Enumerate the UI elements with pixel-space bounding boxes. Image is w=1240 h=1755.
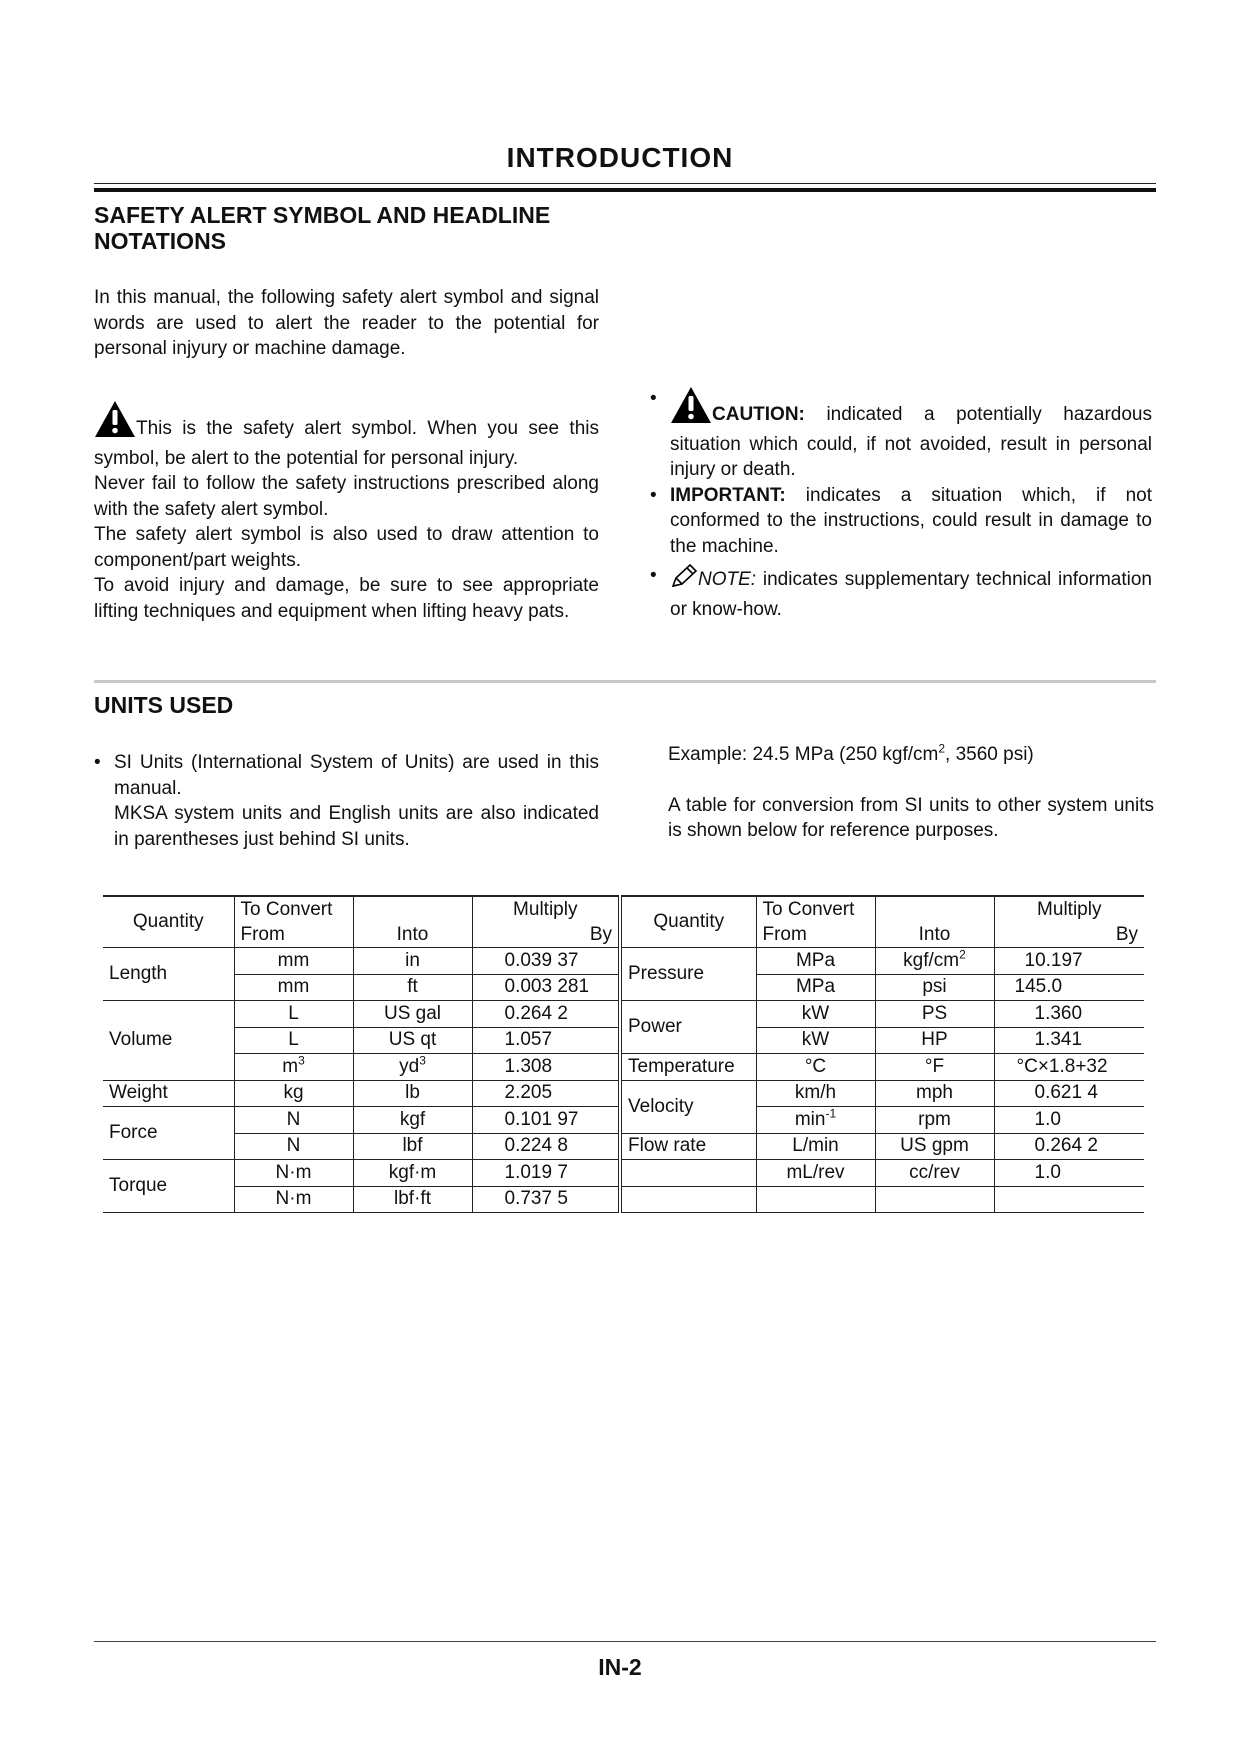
table-cell: N bbox=[234, 1107, 353, 1134]
table-cell: psi bbox=[875, 974, 994, 1001]
table-cell: mm bbox=[234, 974, 353, 1001]
table-cell: 145.0 bbox=[994, 974, 1144, 1001]
table-row bbox=[103, 1133, 1144, 1160]
units-si-bullet: • SI Units (International System of Units) are used in this manual. bbox=[94, 752, 599, 799]
table-cell: mL/rev bbox=[756, 1160, 875, 1187]
table-cell: mph bbox=[875, 1080, 994, 1107]
table-cell: km/h bbox=[756, 1080, 875, 1107]
units-mksa bbox=[94, 801, 599, 852]
safety-line-4: To avoid injury and damage, be sure to see appropriate lifting techniques and equipment when lifting heavy pats. bbox=[94, 575, 599, 622]
table-cell: 1.057 bbox=[472, 1027, 620, 1054]
safety-intro: In this manual, the following safety alert symbol and signal words are used to alert the reader to the potential for personal injyury or machine damage. bbox=[94, 287, 599, 359]
qty-velocity: Velocity bbox=[620, 1080, 756, 1133]
table-cell: 0.264 2 bbox=[472, 1001, 620, 1028]
note-text: indicates supplementary technical information or know-how. bbox=[670, 569, 1152, 620]
table-cell: cc/rev bbox=[875, 1160, 994, 1187]
table-cell: 1.019 7 bbox=[472, 1160, 620, 1187]
title-rule-thick bbox=[94, 188, 1156, 192]
header-into: Into bbox=[353, 896, 472, 948]
table-row bbox=[103, 1160, 1144, 1187]
table-cell: 1.341 bbox=[994, 1027, 1144, 1054]
table-cell: kW bbox=[756, 1001, 875, 1028]
page-title: INTRODUCTION bbox=[506, 142, 734, 173]
table-cell: US gpm bbox=[875, 1133, 994, 1160]
table-cell: US gal bbox=[353, 1001, 472, 1028]
qty-force: Force bbox=[103, 1107, 234, 1160]
table-cell: L bbox=[234, 1001, 353, 1028]
qty-torque: Torque bbox=[103, 1160, 234, 1213]
notation-note: • NOTE: indicates supplementary technical information or know-how. bbox=[650, 565, 1152, 620]
table-cell: MPa bbox=[756, 948, 875, 975]
units-si-text: SI Units (International System of Units) are used in this manual. bbox=[114, 752, 599, 799]
important-text: indicates a situation which, if not conformed to the instructions, could result in damage to the machine. bbox=[670, 484, 1152, 557]
table-cell: kg bbox=[234, 1080, 353, 1107]
header-quantity: Quantity bbox=[103, 896, 234, 948]
table-cell: 0.224 8 bbox=[472, 1133, 620, 1160]
table-row bbox=[103, 1054, 1144, 1081]
qty-flow-rate: Flow rate bbox=[620, 1133, 756, 1160]
table-cell: 0.003 281 bbox=[472, 974, 620, 1001]
header-from: To Convert From bbox=[234, 896, 353, 948]
table-cell bbox=[756, 1186, 875, 1213]
table-cell: kgf/$cm^2$ bbox=[875, 948, 994, 975]
notation-caution: • CAUTION: indicated a potentially hazardous situation which could, if not avoided, result in personal injury or death. bbox=[650, 388, 1152, 480]
table-cell: mm bbox=[234, 948, 353, 975]
qty-pressure: Pressure bbox=[620, 948, 756, 1001]
table-cell bbox=[875, 1186, 994, 1213]
table-cell: US qt bbox=[353, 1027, 472, 1054]
table-cell: PS bbox=[875, 1001, 994, 1028]
qty-temperature: Temperature bbox=[620, 1054, 756, 1081]
notation-list bbox=[650, 386, 1152, 622]
page-number: IN-2 bbox=[598, 1654, 642, 1680]
table-cell: kW bbox=[756, 1027, 875, 1054]
qty-power: Power bbox=[620, 1001, 756, 1054]
safety-alert-icon bbox=[94, 400, 136, 446]
table-cell: rpm bbox=[875, 1107, 994, 1134]
safety-line-2: Never fail to follow the safety instructions prescribed along with the safety alert symbol. bbox=[94, 473, 599, 520]
qty-weight: Weight bbox=[103, 1080, 234, 1107]
table-cell bbox=[620, 1160, 756, 1187]
notation-important: • IMPORTANT: indicates a situation which, if not conformed to the instructions, could result in damage to the machine. bbox=[650, 484, 1152, 557]
table-cell: °F bbox=[875, 1054, 994, 1081]
table-cell: kgf bbox=[353, 1107, 472, 1134]
table-cell: 2.205 bbox=[472, 1080, 620, 1107]
table-cell: 0.621 4 bbox=[994, 1080, 1144, 1107]
table-cell: L bbox=[234, 1027, 353, 1054]
pencil-icon bbox=[670, 563, 698, 597]
units-example: Example: 24.5 MPa (250 kgf/$cm^2$, 3560 psi) bbox=[668, 741, 1034, 765]
caution-label: CAUTION: bbox=[712, 404, 805, 425]
header-into-2: Into bbox=[875, 896, 994, 948]
table-row bbox=[103, 1001, 1144, 1028]
header-quantity-2: Quantity bbox=[620, 896, 756, 948]
header-multiply: Multiply By bbox=[472, 896, 620, 948]
table-row bbox=[103, 1080, 1144, 1107]
table-cell: 0.737 5 bbox=[472, 1186, 620, 1213]
units-mksa-text: MKSA system units and English units are also indicated in parentheses just behind SI units. bbox=[114, 803, 599, 850]
table-cell: 10.197 bbox=[994, 948, 1144, 975]
table-cell: N·m bbox=[234, 1186, 353, 1213]
important-label: IMPORTANT: bbox=[670, 484, 786, 506]
units-heading: UNITS USED bbox=[94, 692, 234, 718]
table-row bbox=[103, 948, 1144, 975]
table-cell: 1.308 bbox=[472, 1054, 620, 1081]
safety-heading: SAFETY ALERT SYMBOL AND HEADLINE NOTATIONS bbox=[94, 202, 551, 254]
conversion-table bbox=[103, 895, 1144, 1213]
table-cell: 0.264 2 bbox=[994, 1133, 1144, 1160]
section-separator bbox=[94, 680, 1156, 683]
qty-volume: Volume bbox=[103, 1001, 234, 1081]
title-rule-thin bbox=[94, 183, 1156, 184]
table-cell: °C bbox=[756, 1054, 875, 1081]
table-cell: MPa bbox=[756, 974, 875, 1001]
table-cell: 1.0 bbox=[994, 1160, 1144, 1187]
table-cell: ft bbox=[353, 974, 472, 1001]
table-cell: 1.0 bbox=[994, 1107, 1144, 1134]
table-cell: N·m bbox=[234, 1160, 353, 1187]
table-cell: 1.360 bbox=[994, 1001, 1144, 1028]
caution-alert-icon bbox=[670, 386, 712, 432]
table-header-row bbox=[103, 896, 1144, 948]
table-cell: °C×1.8+32 bbox=[994, 1054, 1144, 1081]
safety-symbol-text: This is the safety alert symbol. When you see this symbol, be alert to the potential for personal injury. bbox=[94, 418, 599, 469]
table-cell: 0.039 37 bbox=[472, 948, 620, 975]
table-cell: 0.101 97 bbox=[472, 1107, 620, 1134]
units-example-section bbox=[668, 742, 1154, 844]
table-cell: lbf·ft bbox=[353, 1186, 472, 1213]
table-cell: $m^3$ bbox=[234, 1054, 353, 1081]
table-cell: HP bbox=[875, 1027, 994, 1054]
qty-length: Length bbox=[103, 948, 234, 1001]
safety-line-3: The safety alert symbol is also used to draw attention to component/part weights. bbox=[94, 524, 599, 571]
table-row bbox=[103, 1186, 1144, 1213]
table-cell bbox=[620, 1186, 756, 1213]
table-cell: $\min^{-1}$ bbox=[756, 1107, 875, 1134]
header-from-2: To Convert From bbox=[756, 896, 875, 948]
table-cell: L/min bbox=[756, 1133, 875, 1160]
table-cell bbox=[994, 1186, 1144, 1213]
table-cell: lb bbox=[353, 1080, 472, 1107]
table-cell: kgf·m bbox=[353, 1160, 472, 1187]
units-si-section bbox=[94, 750, 599, 852]
table-cell: $yd^3$ bbox=[353, 1054, 472, 1081]
note-label: NOTE: bbox=[698, 569, 757, 590]
caution-text: indicated a potentially hazardous situation which could, if not avoided, result in personal injury or death. bbox=[670, 404, 1152, 480]
units-table-note: A table for conversion from SI units to other system units is shown below for reference purposes. bbox=[668, 794, 1154, 841]
footer-rule bbox=[94, 1641, 1156, 1642]
safety-symbol-section bbox=[94, 400, 599, 624]
table-cell: in bbox=[353, 948, 472, 975]
table-cell: lbf bbox=[353, 1133, 472, 1160]
table-cell: N bbox=[234, 1133, 353, 1160]
header-multiply-2: Multiply By bbox=[994, 896, 1144, 948]
